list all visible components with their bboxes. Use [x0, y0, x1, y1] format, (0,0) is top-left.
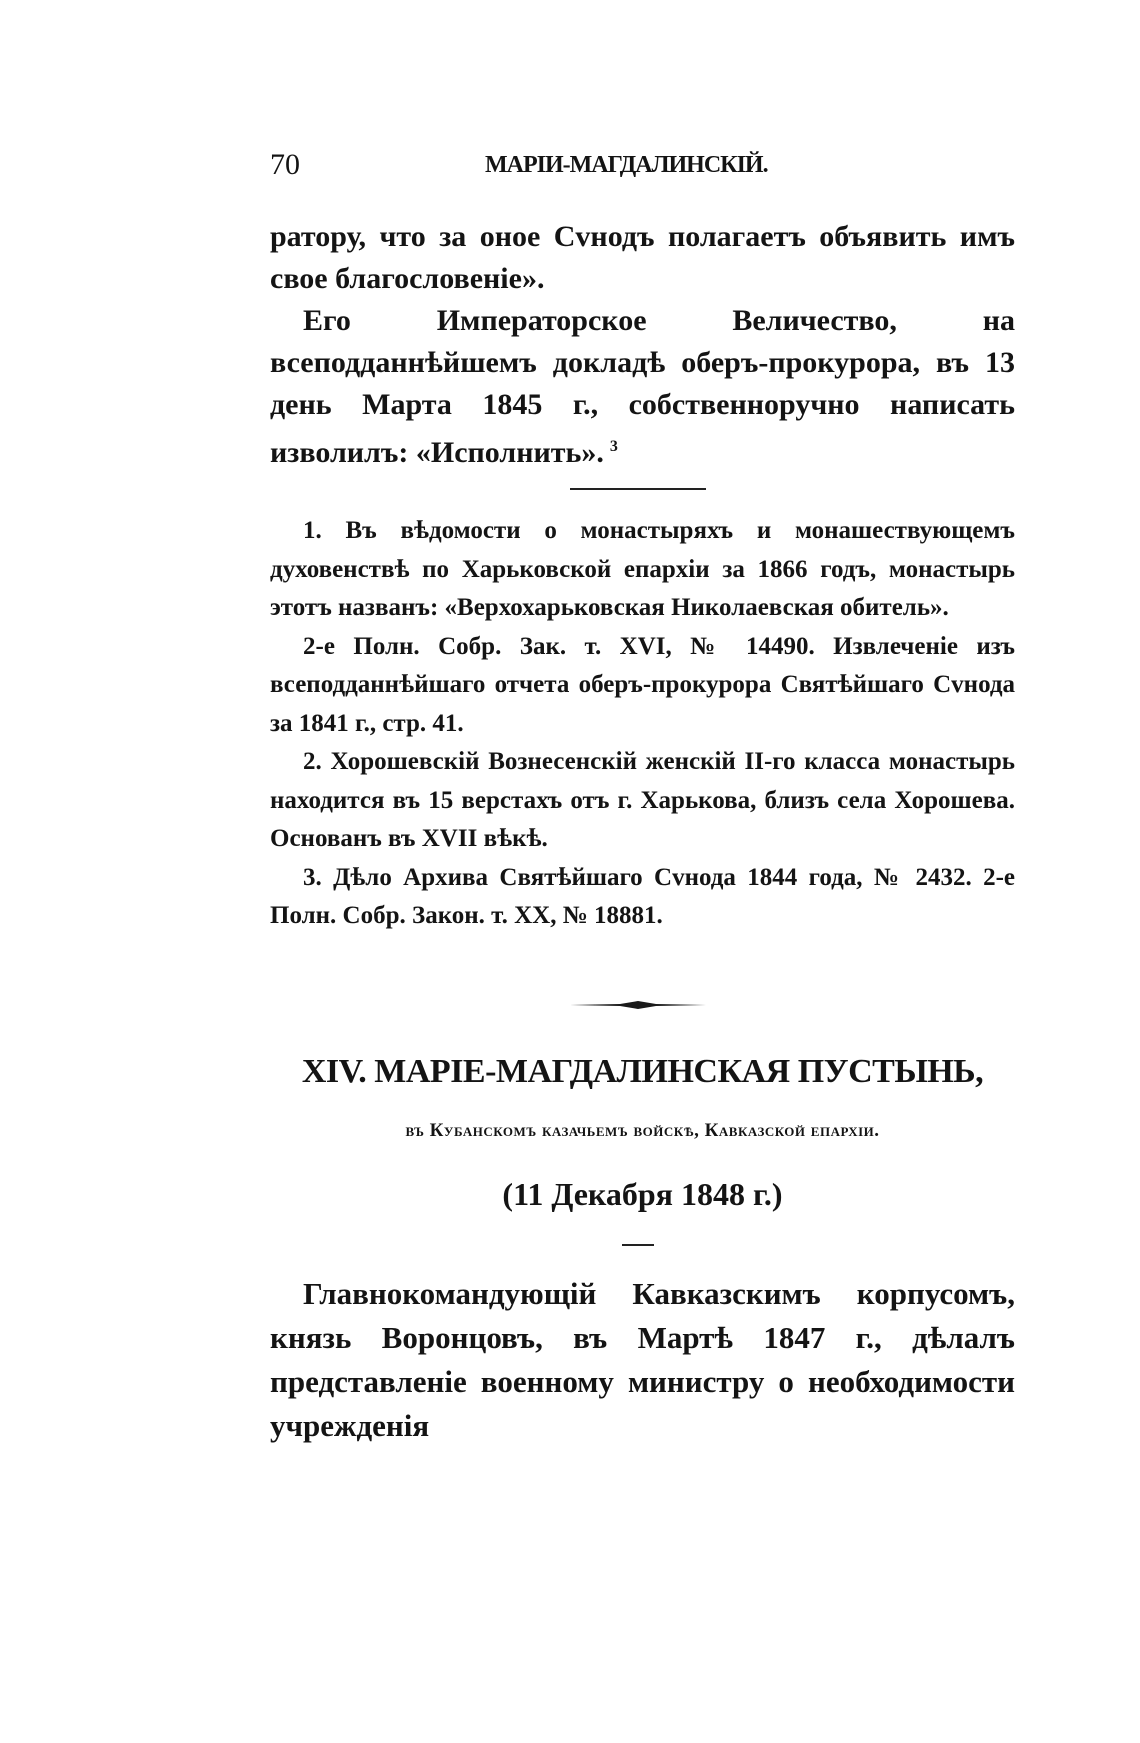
- paragraph-continuation: [270, 216, 1015, 300]
- paragraph-imperial-resolution-text: Его Императорское Величество, на всеподданнѣйшемъ докладѣ оберъ-прокурора, въ 13 день Марта 1845 г., собственноручно написать изволилъ: «Исполнить».: [270, 304, 1015, 469]
- footnote-ref: 3: [609, 438, 618, 455]
- section-dash: [622, 1244, 654, 1246]
- footnotes: [270, 512, 1015, 936]
- page-number: 70: [270, 148, 300, 181]
- paragraph-imperial-resolution: [270, 300, 1015, 474]
- section-title: XIV. МАРІЕ-МАГДАЛИНСКАЯ ПУСТЫНЬ,: [301, 1053, 984, 1090]
- paragraph-continuation-text: ратору, что за оное Сvнодъ полагаетъ объявить имъ свое благословеніе».: [270, 220, 1015, 295]
- section-body-paragraph: Главнокомандующій Кавказскимъ корпусомъ, князь Воронцовъ, въ Мартѣ 1847 г., дѣлалъ представленіе военному министру о необходимости учрежденія: [270, 1276, 1015, 1443]
- page-header: [270, 148, 1015, 188]
- section-date: (11 Декабря 1848 г.): [502, 1176, 783, 1212]
- main-text-top: [270, 216, 1015, 474]
- footnote-3: 3. Дѣло Архива Святѣйшаго Сvнода 1844 года, № 2432. 2-е Полн. Собр. Закон. т. XX, № 18881.: [270, 863, 1015, 929]
- main-text-bottom: [270, 1272, 1015, 1448]
- footnote-2: 2. Хорошевскій Вознесенскій женскій II-го класса монастырь находится въ 15 верстахъ отъ г. Харькова, близъ села Хорошева. Основанъ въ XVII вѣкѣ.: [270, 748, 1015, 852]
- running-head: МАРІИ-МАГДАЛИНСКІЙ.: [485, 152, 768, 178]
- footnote-1-ref: 2-е Полн. Собр. Зак. т. XVI, № 14490. Извлеченіе изъ всеподданнѣйшаго отчета оберъ-прокурора Святѣйшаго Сvнода за 1841 г., стр. 41.: [270, 632, 1015, 737]
- footnote-separator: [570, 488, 706, 490]
- section-subtitle: въ Кубанскомъ казачьемъ войскѣ, Кавказской епархіи.: [405, 1120, 880, 1141]
- footnote-1: 1. Въ вѣдомости о монастыряхъ и монашествующемъ духовенствѣ по Харьковской епархіи за 1866 годъ, монастырь этотъ названъ: «Верхохарьковская Николаевская обитель».: [270, 517, 1015, 621]
- section-divider-ornament: [570, 1000, 706, 1010]
